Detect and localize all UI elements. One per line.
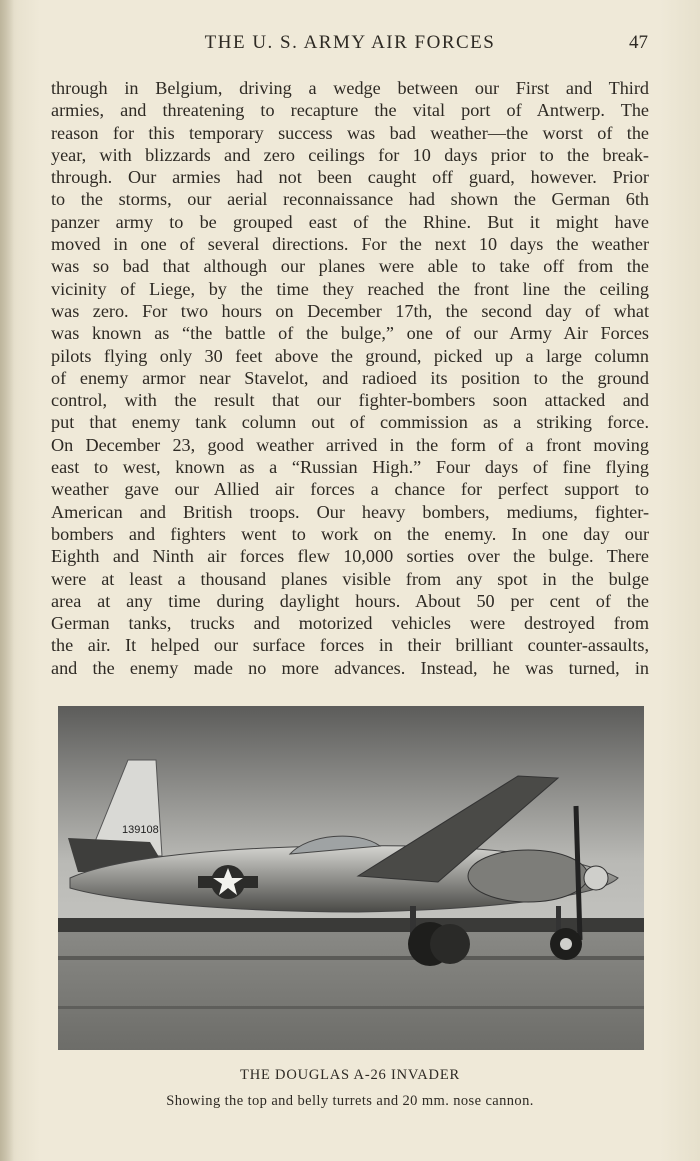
aircraft-photo: [58, 706, 644, 1050]
text-line: was so bad that although our planes were able to take off from the: [51, 256, 649, 277]
text-line: area at any time during daylight hours. About 50 per cent of the: [51, 590, 649, 611]
text-line: pilots flying only 30 feet above the ground, picked up a large column: [51, 345, 649, 366]
text-line: was zero. For two hours on December 17th, the second day of what: [51, 300, 649, 321]
text-line: was known as “the battle of the bulge,” one of our Army Air Forces: [51, 323, 649, 344]
text-line: and the enemy made no more advances. Instead, he was turned, in: [51, 657, 649, 678]
text-line: armies, and threatening to recapture the vital port of Antwerp. The: [51, 100, 649, 121]
text-line: American and British troops. Our heavy bombers, mediums, fighter-: [51, 501, 649, 522]
text-line: panzer army to be grouped east of the Rhine. But it might have: [51, 211, 649, 232]
text-line: moved in one of several directions. For the next 10 days the weather: [51, 234, 649, 255]
text-line: through in Belgium, driving a wedge between our First and Third: [51, 78, 649, 98]
running-head: THE U. S. ARMY AIR FORCES: [204, 32, 496, 53]
text-line: On December 23, good weather arrived in the form of a front moving: [51, 434, 649, 455]
text-line: put that enemy tank column out of commission as a striking force.: [51, 412, 649, 433]
text-line: to the storms, our aerial reconnaissance had shown the German 6th: [51, 189, 649, 210]
text-line: year, with blizzards and zero ceilings for 10 days prior to the break-: [51, 144, 649, 165]
text-line: vicinity of Liege, by the time they reached the front line the ceiling: [51, 278, 649, 299]
binding-gutter: [0, 0, 14, 1161]
spinner: [584, 866, 608, 890]
page-number: 47: [629, 32, 648, 53]
text-line: German tanks, trucks and motorized vehicles were destroyed from: [51, 613, 649, 634]
text-line: reason for this temporary success was bad weather—the worst of the: [51, 122, 649, 143]
text-line: weather gave our Allied air forces a chance for perfect support to: [51, 479, 649, 500]
figure-caption-title: THE DOUGLAS A-26 INVADER: [240, 1067, 460, 1083]
figure-caption-text: Showing the top and belly turrets and 20 mm. nose cannon.: [166, 1093, 534, 1109]
text-line: of enemy armor near Stavelot, and radioed its position to the ground: [51, 367, 649, 388]
text-line: the air. It helped our surface forces in their brilliant counter-assaults,: [51, 635, 649, 656]
text-line: Eighth and Ninth air forces flew 10,000 sorties over the bulge. There: [51, 546, 649, 567]
engine-nacelle: [468, 850, 588, 902]
tail-number: 139108: [122, 824, 159, 836]
text-line: were at least a thousand planes visible from any spot in the bulge: [51, 568, 649, 589]
text-line: control, with the result that our fighter-bombers soon attacked and: [51, 390, 649, 411]
text-line: bombers and fighters went to work on the enemy. In one day our: [51, 523, 649, 544]
body-text: [51, 77, 649, 679]
text-line: through. Our armies had not been caught off guard, however. Prior: [51, 167, 649, 188]
text-line: east to west, known as a “Russian High.” Four days of fine flying: [51, 457, 649, 478]
